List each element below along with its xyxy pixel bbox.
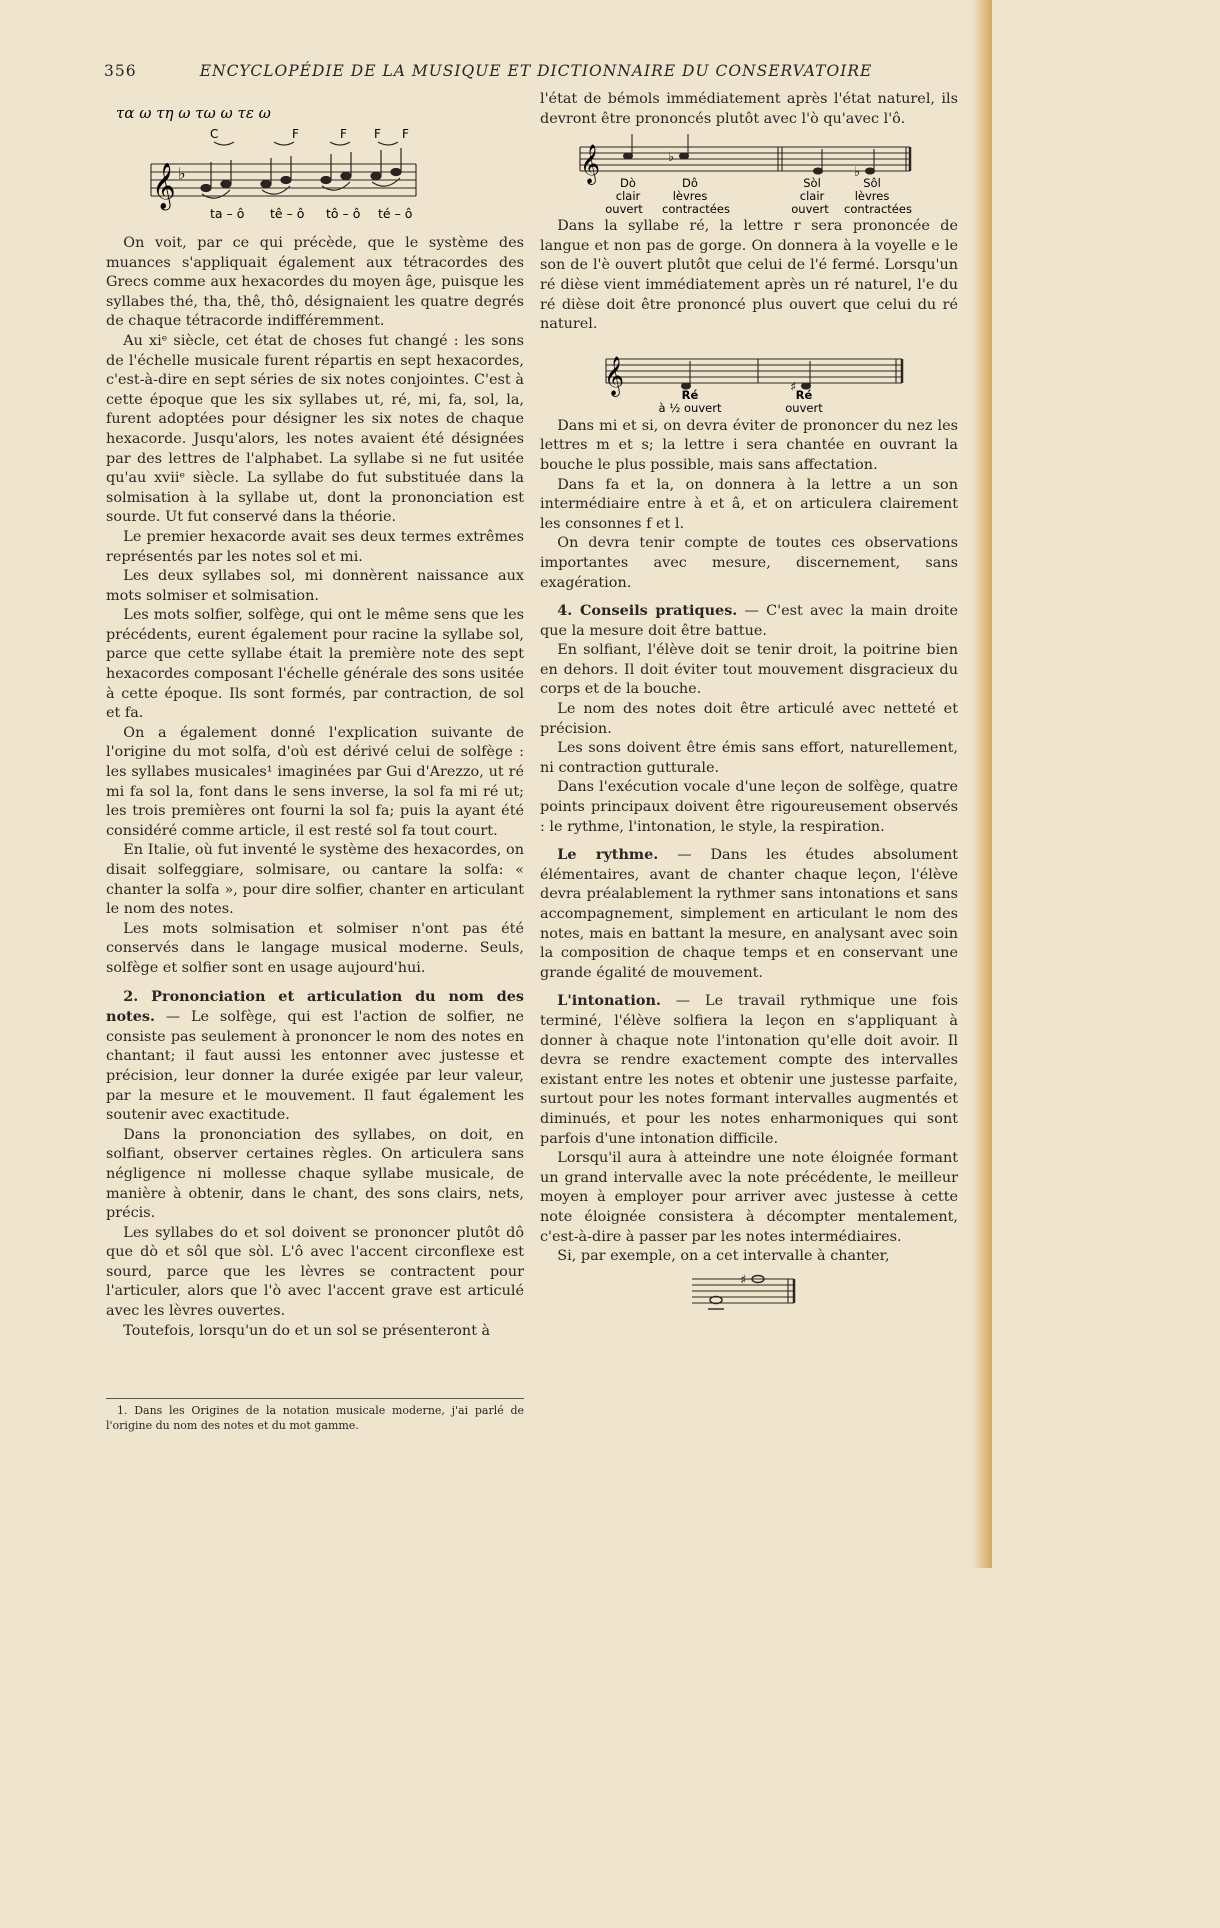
notes — [201, 148, 401, 192]
svg-text:♯: ♯ — [790, 379, 797, 395]
label-half-ouvert: à ½ ouvert — [658, 400, 722, 415]
sign-f4: F — [402, 127, 409, 141]
paragraph: Les mots solfier, solfège, qui ont le même sens que les précédents, eurent également pour racine la syllabe sol, parce que cette syllabe était la première note des sept hexacordes composant l'échelle générale des sons usitée à cette époque. Ils sont formés, par contraction, de sol et fa. — [106, 607, 524, 722]
rythme-title: Le rythme. — [557, 846, 659, 864]
section-2-title: 2. Prononciation et articulation du nom des notes. — [106, 987, 524, 1026]
treble-clef: 𝄞 — [580, 144, 601, 185]
paragraph: On a également donné l'explication suivante de l'origine du mot solfa, d'où est dérivé celui de solfège : les syllabes musicales¹ imaginées par Gui d'Arezzo, ut ré mi fa sol la, font dans le sens inverse, la sol fa mi ré ut; les trois premières ont fourni la sol fa; puis la ayant été considéré comme article, il est resté sol fa tout court. — [106, 724, 524, 839]
left-column — [106, 234, 524, 1341]
syl-4: té – ô — [378, 206, 413, 221]
footnote-text: 1. Dans les Origines de la notation musicale moderne, j'ai parlé de l'origine du nom des notes et du mot gamme. — [106, 1404, 524, 1432]
paragraph: En solfiant, l'élève doit se tenir droit, la poitrine bien en dehors. Il doit éviter tout mouvement disgracieux du corps et de la bouche. — [540, 642, 958, 698]
interval-figure — [540, 1267, 958, 1317]
treble-clef: 𝄞 — [152, 163, 176, 209]
do-sol-figure — [540, 129, 958, 217]
label-clair-1: clair — [615, 189, 641, 204]
label-do-closed: Dô — [682, 176, 698, 191]
syl-2: tê – ô — [270, 206, 305, 221]
label-levres-1: lèvres — [672, 189, 708, 204]
paragraph: Dans l'exécution vocale d'une leçon de solfège, quatre points principaux doivent être rigoureusement observés : le rythme, l'intonation, le style, la respiration. — [540, 779, 958, 835]
paragraph: En Italie, où fut inventé le système des hexacordes, on disait solfeggiare, solmisare, ou cantare la solfa: « chanter la solfa », pour dire solfier, chanter en articulant le nom des notes. — [106, 842, 524, 918]
section-4 — [540, 601, 958, 641]
rythme-text: — Dans les études absolument élémentaires, avant de chanter chaque leçon, l'élève devra préalablement la rythmer sans intonations et sans accompagnement, simplement en articulant le nom des notes, mais en battant la mesure, en analysant avec soin la composition de chaque temps et en conservant une grande égalité de mouvement. — [540, 847, 958, 981]
paragraph: Les deux syllabes sol, mi donnèrent naissance aux mots solmiser et solmisation. — [106, 568, 524, 604]
label-re-2: Ré — [795, 387, 813, 402]
header-title: ENCYCLOPÉDIE DE LA MUSIQUE ET DICTIONNAIRE DU CONSERVATOIRE — [199, 62, 873, 80]
paragraph: Dans la prononciation des syllabes, on doit, en solfiant, observer certaines règles. On articulera sans négligence ni mollesse chaque syllabe musicale, de manière à obtenir, dans le chant, des sons clairs, nets, précis. — [106, 1126, 524, 1222]
intonation-title: L'intonation. — [557, 992, 661, 1010]
paragraph: On voit, par ce qui précède, que le système des muances s'appliquait également aux tétracordes des Grecs comme aux hexacordes du moyen âge, puisque les syllabes thé, tha, thê, thô, désignaient les quatre degrés de chaque tétracorde indifféremment. — [106, 235, 524, 330]
label-levres-2: lèvres — [854, 189, 890, 204]
right-column — [540, 90, 958, 1317]
label-sol-open: Sòl — [803, 176, 821, 191]
paragraph: l'état de bémols immédiatement après l'état naturel, ils devront être prononcés plutôt avec l'ò qu'avec l'ô. — [540, 91, 958, 127]
section-4-title: 4. Conseils pratiques. — [557, 602, 738, 620]
sign-f3: F — [374, 127, 381, 141]
label-contractees-1: contractées — [662, 202, 730, 217]
greek-notation-figure — [106, 102, 426, 227]
section-2 — [106, 987, 524, 1126]
paragraph: Dans la syllabe ré, la lettre r sera prononcée de langue et non pas de gorge. On donnera à la voyelle e le son de l'è ouvert plutôt que celui de l'é fermé. Lorsqu'un ré dièse vient immédiatement après un ré naturel, l'e du ré dièse doit être prononcé plus ouvert que celui du ré naturel. — [540, 218, 958, 333]
label-clair-2: clair — [799, 189, 825, 204]
page-edge — [972, 0, 992, 1568]
label-do-open: Dò — [620, 176, 636, 191]
sign-c: C — [210, 127, 219, 141]
svg-text:♯: ♯ — [740, 1272, 747, 1288]
paragraph: Les syllabes do et sol doivent se prononcer plutôt dô que dò et sôl que sòl. L'ô avec l'accent circonflexe est sourd, parce que les lèvres se contractent pour l'articuler, alors que l'ò avec l'accent grave est articulé avec les lèvres ouvertes. — [106, 1224, 524, 1320]
section-2-text: — Le solfège, qui est l'action de solfier, ne consiste pas seulement à prononcer le nom des notes en chantant; il faut aussi les entonner avec justesse et précision, leur donner la durée exigée par leur valeur, par la mesure et le mouvement. Il faut également les soutenir avec exactitude. — [106, 1009, 524, 1124]
label-contractees-2: contractées — [844, 202, 912, 217]
label-ouvert-2: ouvert — [791, 202, 829, 217]
sign-f1: F — [292, 127, 299, 141]
page-number: 356 — [104, 62, 137, 80]
running-header — [104, 62, 930, 80]
label-ouvert: ouvert — [785, 400, 823, 415]
paragraph: Le premier hexacorde avait ses deux termes extrêmes représentés par les notes sol et mi. — [106, 528, 524, 565]
paragraph: Les sons doivent être émis sans effort, naturellement, ni contraction gutturale. — [540, 740, 958, 776]
paragraph: Lorsqu'il aura à atteindre une note éloignée formant un grand intervalle avec la note précédente, le meilleur moyen à employer pour arriver avec justesse à cette note éloignée consistera à décompter mentalement, c'est-à-dire à passer par les notes intermédiaires. — [540, 1150, 958, 1245]
paragraph: Dans fa et la, on donnera à la lettre a un son intermédiaire entre à et â, et on articulera clairement les consonnes f et l. — [540, 476, 958, 532]
section-4-text: — C'est avec la main droite que la mesure doit être battue. — [540, 603, 958, 639]
syl-3: tô – ô — [326, 206, 361, 221]
intonation-section — [540, 991, 958, 1149]
re-figure — [540, 335, 958, 417]
rythme-section — [540, 845, 958, 983]
paragraph: On devra tenir compte de toutes ces observations importantes avec mesure, discernement, sans exagération. — [540, 535, 958, 591]
intonation-text: — Le travail rythmique une fois terminé, l'élève solfiera la leçon en s'appliquant à donner à chaque note l'intonation qu'elle doit avoir. Il devra se rendre exactement compte des intervalles existant entre les notes et obtenir une justesse parfaite, surtout pour les notes formant intervalles augmentés et diminués, et pour les notes enharmoniques qui sont parfois d'une intonation difficile. — [540, 993, 958, 1147]
paragraph: Toutefois, lorsqu'un do et un sol se présenteront à — [123, 1322, 491, 1339]
paragraph: Si, par exemple, on a cet intervalle à chanter, — [557, 1248, 890, 1265]
greek-syllables: τα ω τη ω τω ω τε ω — [116, 104, 271, 122]
sign-f2: F — [340, 127, 347, 141]
footnote — [106, 1398, 524, 1433]
svg-text:♭: ♭ — [668, 150, 675, 166]
svg-text:♭: ♭ — [854, 165, 861, 181]
label-ouvert-1: ouvert — [605, 202, 643, 217]
paragraph: Le nom des notes doit être articulé avec netteté et précision. — [540, 701, 958, 737]
paragraph: Dans mi et si, on devra éviter de prononcer du nez les lettres m et s; la lettre i sera chantée en ouvrant la bouche le plus possible, mais sans affectation. — [540, 417, 958, 473]
paragraph: Au xiᵉ siècle, cet état de choses fut changé : les sons de l'échelle musicale furent répartis en sept hexacordes, c'est-à-dire en sept séries de six notes conjointes. C'est à cette époque que les six syllabes ut, ré, mi, fa, sol, la, furent adoptées pour désigner les six notes de chaque hexacorde. Jusqu'alors, les notes avaient été désignées par des lettres de l'alphabet. La syllabe si ne fut usitée qu'au xviiᵉ siècle. La syllabe do fut substituée dans la solmisation à la syllabe ut, dont la prononciation est sourde. Ut fut conservé dans la théorie. — [106, 332, 524, 526]
paragraph: Les mots solmisation et solmiser n'ont pas été conservés dans le langage musical moderne. Seuls, solfège et solfier sont en usage aujourd'hui. — [106, 920, 524, 976]
flat-sign: ♭ — [178, 164, 186, 183]
label-re-1: Ré — [681, 387, 699, 402]
syl-1: ta – ô — [210, 206, 245, 221]
label-sol-closed: Sôl — [863, 176, 881, 191]
treble-clef: 𝄞 — [604, 355, 625, 396]
